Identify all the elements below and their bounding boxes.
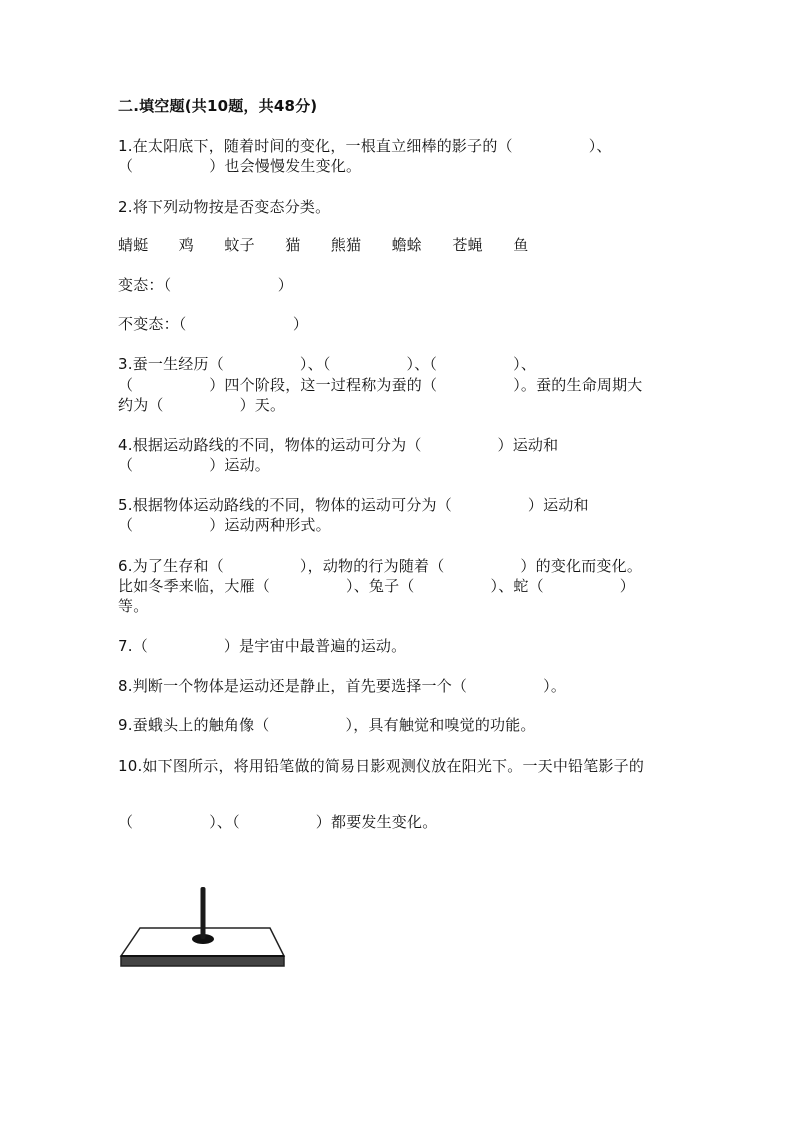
question-2-animal-list: 蜻蜓 鸡 蚊子 猫 熊猫 蟾蜍 苍蝇 鱼: [118, 236, 529, 254]
question-2-line-1: 2.将下列动物按是否变态分类。: [118, 198, 331, 216]
sundial-figure: [118, 884, 290, 972]
question-10-line-1: 10.如下图所示，将用铅笔做的简易日影观测仪放在阳光下。一天中铅笔影子的: [118, 757, 645, 775]
question-6-line-3: 等。: [118, 597, 149, 615]
question-4-line-1: 4.根据运动路线的不同，物体的运动可分为（ ）运动和: [118, 436, 559, 454]
question-3-line-3: 约为（ ）天。: [118, 396, 286, 414]
question-2-metamorphosis-answer: 变态：（ ）: [118, 276, 293, 294]
question-5-line-1: 5.根据物体运动路线的不同，物体的运动可分为（ ）运动和: [118, 496, 589, 514]
section-title: 二.填空题(共10题，共48分): [118, 97, 318, 115]
question-3-line-2: （ ）四个阶段，这一过程称为蚕的（ ）。蚕的生命周期大: [118, 376, 643, 394]
question-4-line-2: （ ）运动。: [118, 456, 271, 474]
question-1-line-2: （ ）也会慢慢发生变化。: [118, 157, 362, 175]
question-7-line-1: 7.（ ）是宇宙中最普遍的运动。: [118, 637, 407, 655]
question-2-no-metamorphosis-answer: 不变态：（ ）: [118, 315, 309, 333]
question-5-line-2: （ ）运动两种形式。: [118, 516, 331, 534]
question-10-line-2: （ ）、（ ）都要发生变化。: [118, 813, 438, 831]
question-6-line-1: 6.为了生存和（ ），动物的行为随着（ ）的变化而变化。: [118, 557, 643, 575]
question-8-line-1: 8.判断一个物体是运动还是静止，首先要选择一个（ ）。: [118, 677, 567, 695]
board-front-edge: [121, 956, 284, 966]
question-3-line-1: 3.蚕一生经历（ ）、（ ）、（ ）、: [118, 355, 537, 373]
question-9-line-1: 9.蚕蛾头上的触角像（ ），具有触觉和嗅觉的功能。: [118, 716, 536, 734]
question-6-line-2: 比如冬季来临，大雁（ ）、兔子（ ）、蛇（ ）: [118, 577, 636, 595]
question-1-line-1: 1.在太阳底下，随着时间的变化，一根直立细棒的影子的（ ）、: [118, 137, 612, 155]
pencil-icon: [201, 887, 206, 939]
